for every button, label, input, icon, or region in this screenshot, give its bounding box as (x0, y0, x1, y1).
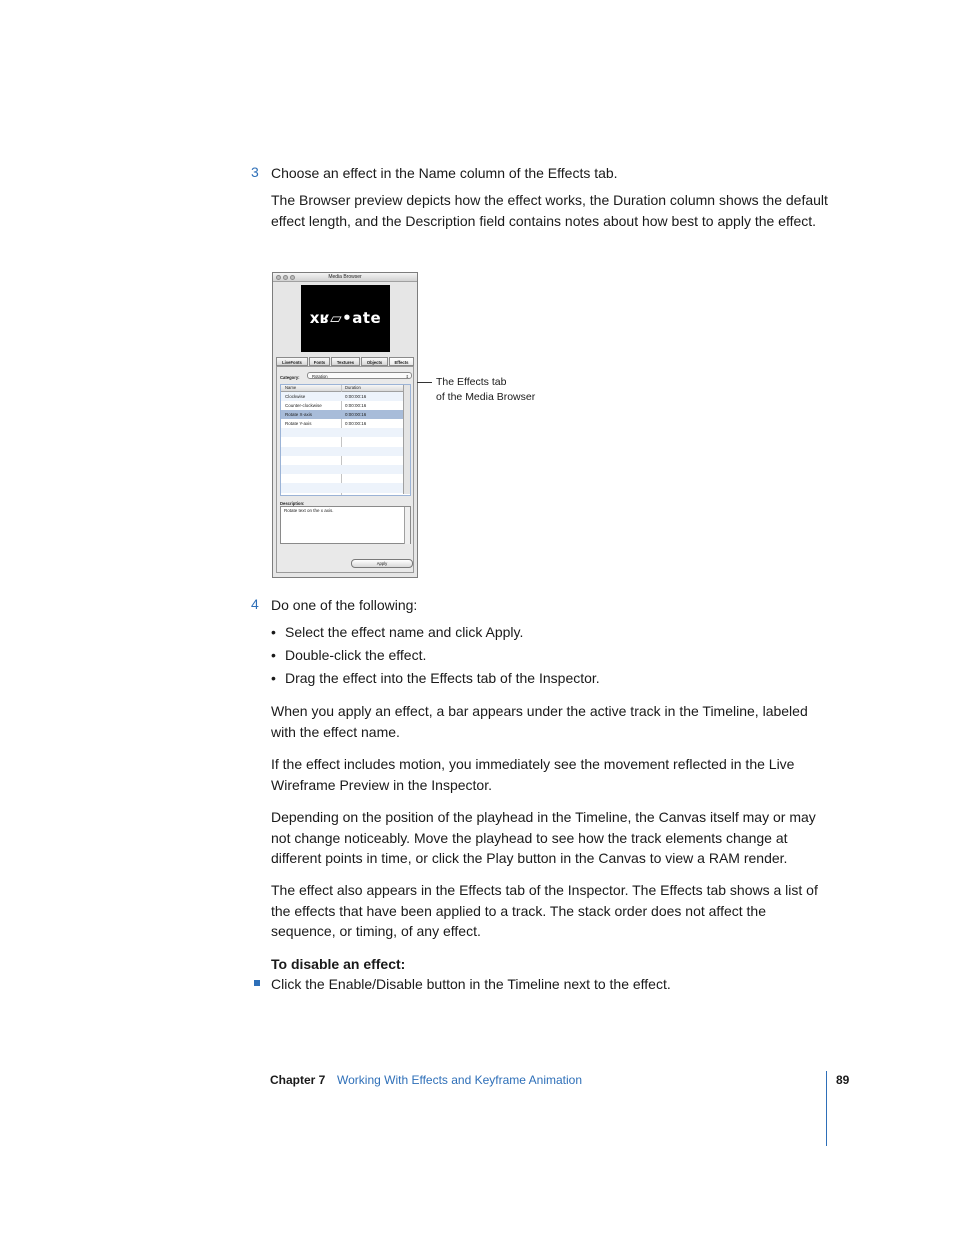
task-step: Click the Enable/Disable button in the Timeline next to the effect. (271, 976, 671, 992)
tab-objects[interactable]: Objects (361, 357, 388, 366)
category-select[interactable] (307, 372, 412, 379)
bullet-icon: • (271, 647, 276, 663)
row-duration: 0:00:00:16 (345, 402, 367, 408)
tab-livefonts[interactable]: LiveFonts (276, 357, 308, 366)
tab-textures[interactable]: Textures (331, 357, 360, 366)
bullet-text: Double-click the effect. (285, 647, 427, 663)
row-duration: 0:00:00:16 (345, 393, 367, 399)
apply-button[interactable]: Apply (351, 559, 413, 568)
empty-row (281, 428, 405, 437)
tab-fonts[interactable]: Fonts (309, 357, 330, 366)
row-duration: 0:00:00:16 (345, 421, 367, 427)
callout-label (436, 375, 535, 405)
effects-panel (276, 366, 414, 573)
callout-line1: The Effects tab (436, 376, 507, 388)
description-scrollbar[interactable] (404, 507, 410, 544)
footer-rule (826, 1071, 827, 1146)
description-text: Rotate text on the x axis. (284, 508, 334, 513)
row-duration: 0:00:00:16 (345, 411, 367, 417)
row-name: Counter-clockwise (285, 402, 322, 408)
chevron-updown-icon: ⇕ (405, 374, 409, 379)
body-paragraph: When you apply an effect, a bar appears under the active track in the Timeline, labeled with the effect name. (271, 703, 808, 740)
table-row[interactable] (281, 401, 405, 410)
footer-chapter-title: Working With Effects and Keyframe Animation (337, 1073, 582, 1087)
step-number: 4 (251, 596, 259, 612)
row-name: Rotate X-axis (285, 411, 313, 417)
effects-list[interactable] (280, 384, 411, 496)
step-number: 3 (251, 164, 259, 180)
footer-chapter: Chapter 7 (270, 1073, 326, 1087)
table-row-selected[interactable] (281, 410, 405, 419)
list-rows (281, 392, 405, 493)
window-titlebar (273, 273, 417, 282)
callout-line2: of the Media Browser (436, 391, 536, 403)
list-scrollbar[interactable] (403, 385, 410, 494)
table-row[interactable] (281, 419, 405, 428)
body-paragraph: The effect also appears in the Effects tab of the Inspector. The Effects tab shows a list of the effects that have been applied to a track. The stack order does not affect the sequence, or timing, of any effect. (271, 882, 818, 939)
column-header-name[interactable]: Name (285, 385, 297, 390)
callout-line (417, 382, 432, 383)
bullet-icon: • (271, 670, 276, 686)
empty-row (281, 465, 405, 474)
browser-tabs (276, 357, 414, 366)
bullet-item (271, 668, 600, 688)
row-name: Clockwise (285, 393, 306, 399)
body-paragraph: Depending on the position of the playhead in the Timeline, the Canvas itself may or may not change noticeably. Move the playhead to see how the track elements change at different points in time, or click the Play button in the Canvas to view a RAM render. (271, 809, 816, 866)
category-value: Rotation (312, 374, 328, 379)
empty-row (281, 483, 405, 492)
empty-row (281, 456, 405, 465)
table-row[interactable] (281, 392, 405, 401)
category-label: Category: (280, 375, 300, 380)
column-header-duration[interactable]: Duration (345, 385, 361, 390)
empty-row (281, 474, 405, 483)
window-title: Media Browser (328, 274, 362, 280)
page-number: 89 (836, 1073, 850, 1087)
effect-preview: xʁ▱•ate (301, 285, 390, 352)
bullet-icon: • (271, 624, 276, 640)
step-detail: The Browser preview depicts how the effect works, the Duration column shows the default effect length, and the Description field contains notes about how best to apply the effect. (271, 192, 828, 229)
media-browser-screenshot (272, 272, 418, 578)
step-text: Do one of the following: (271, 597, 418, 613)
tab-effects[interactable]: Effects (389, 357, 414, 366)
description-field (280, 506, 411, 544)
bullet-item (271, 645, 426, 665)
step-text: Choose an effect in the Name column of the Effects tab. (271, 165, 618, 181)
bullet-item (271, 622, 523, 642)
empty-row (281, 447, 405, 456)
description-label: Description: (280, 501, 305, 506)
bullet-text: Drag the effect into the Effects tab of the Inspector. (285, 670, 600, 686)
row-name: Rotate Y-axis (285, 421, 312, 427)
square-bullet-icon (254, 980, 260, 986)
task-heading: To disable an effect: (271, 956, 406, 972)
body-paragraph: If the effect includes motion, you immediately see the movement reflected in the Live Wireframe Preview in the Inspector. (271, 756, 795, 793)
empty-row (281, 437, 405, 446)
bullet-text: Select the effect name and click Apply. (285, 624, 524, 640)
